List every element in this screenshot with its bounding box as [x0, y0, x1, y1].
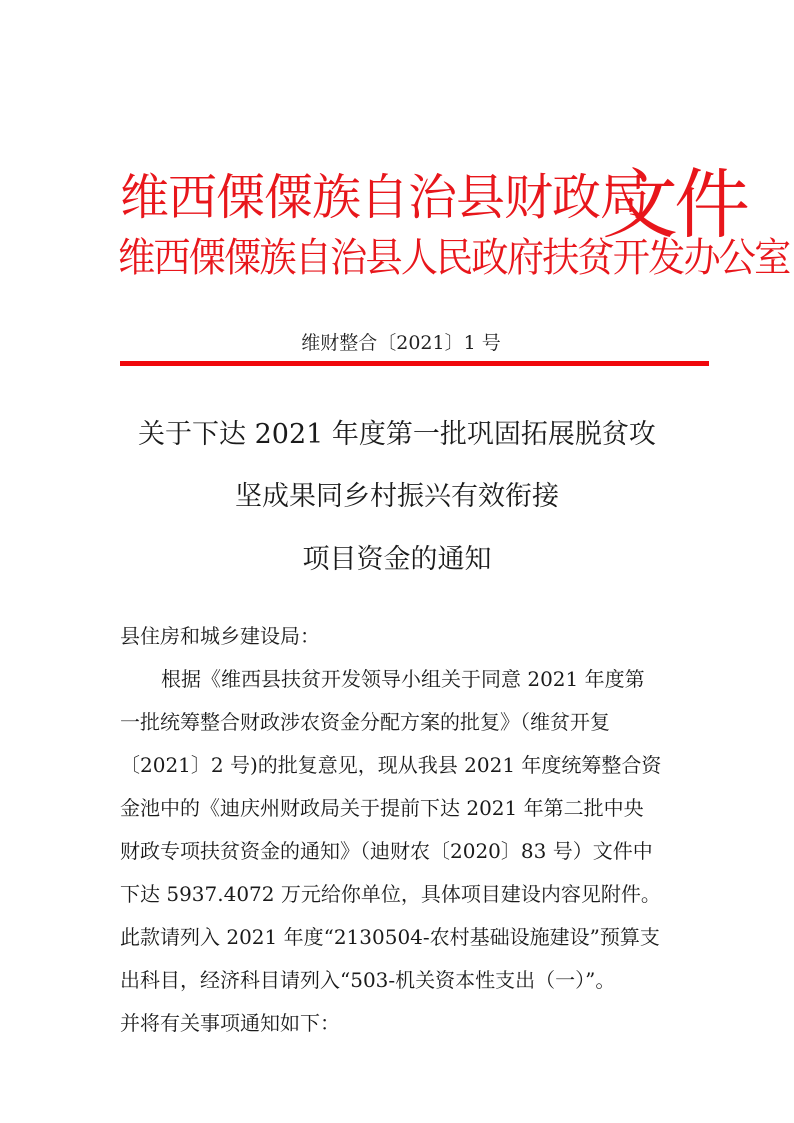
body-line: 出科目，经济科目请列入“503-机关资本性支出（一）”。	[120, 968, 616, 992]
red-divider-rule	[120, 361, 709, 366]
masthead-suffix: 文件	[602, 160, 746, 249]
body-line: 根据《维西县扶贫开发领导小组关于同意 2021 年度第	[161, 667, 645, 691]
body-line: 下达 5937.4072 万元给你单位，具体项目建设内容见附件。	[120, 882, 661, 906]
body-line: 金池中的《迪庆州财政局关于提前下达 2021 年第二批中央	[120, 796, 644, 820]
body-line: 并将有关事项通知如下：	[120, 1011, 340, 1035]
document-title-line-1: 关于下达 2021 年度第一批巩固拓展脱贫攻	[138, 419, 656, 450]
masthead-issuer-finance-bureau: 维西傈僳族自治县财政局	[120, 169, 649, 226]
body-paragraph	[120, 658, 680, 1045]
body-line: 〔2021〕2 号)的批复意见，现从我县 2021 年度统筹整合资	[120, 753, 662, 777]
body-line: 财政专项扶贫资金的通知》（迪财农〔2020〕83 号）文件中	[120, 839, 653, 863]
document-title-line-3: 项目资金的通知	[302, 544, 492, 575]
body-line: 一批统筹整合财政涉农资金分配方案的批复》（维贫开复	[120, 710, 610, 734]
salutation: 县住房和城乡建设局：	[120, 624, 320, 648]
masthead-issuer-poverty-office: 维西傈僳族自治县人民政府扶贫开发办公室	[118, 235, 790, 281]
body-line: 此款请列入 2021 年度“2130504-农村基础设施建设”预算支	[120, 925, 660, 949]
document-title-line-2: 坚成果同乡村振兴有效衔接	[235, 481, 559, 512]
document-number: 维财整合〔2021〕1 号	[301, 332, 501, 354]
